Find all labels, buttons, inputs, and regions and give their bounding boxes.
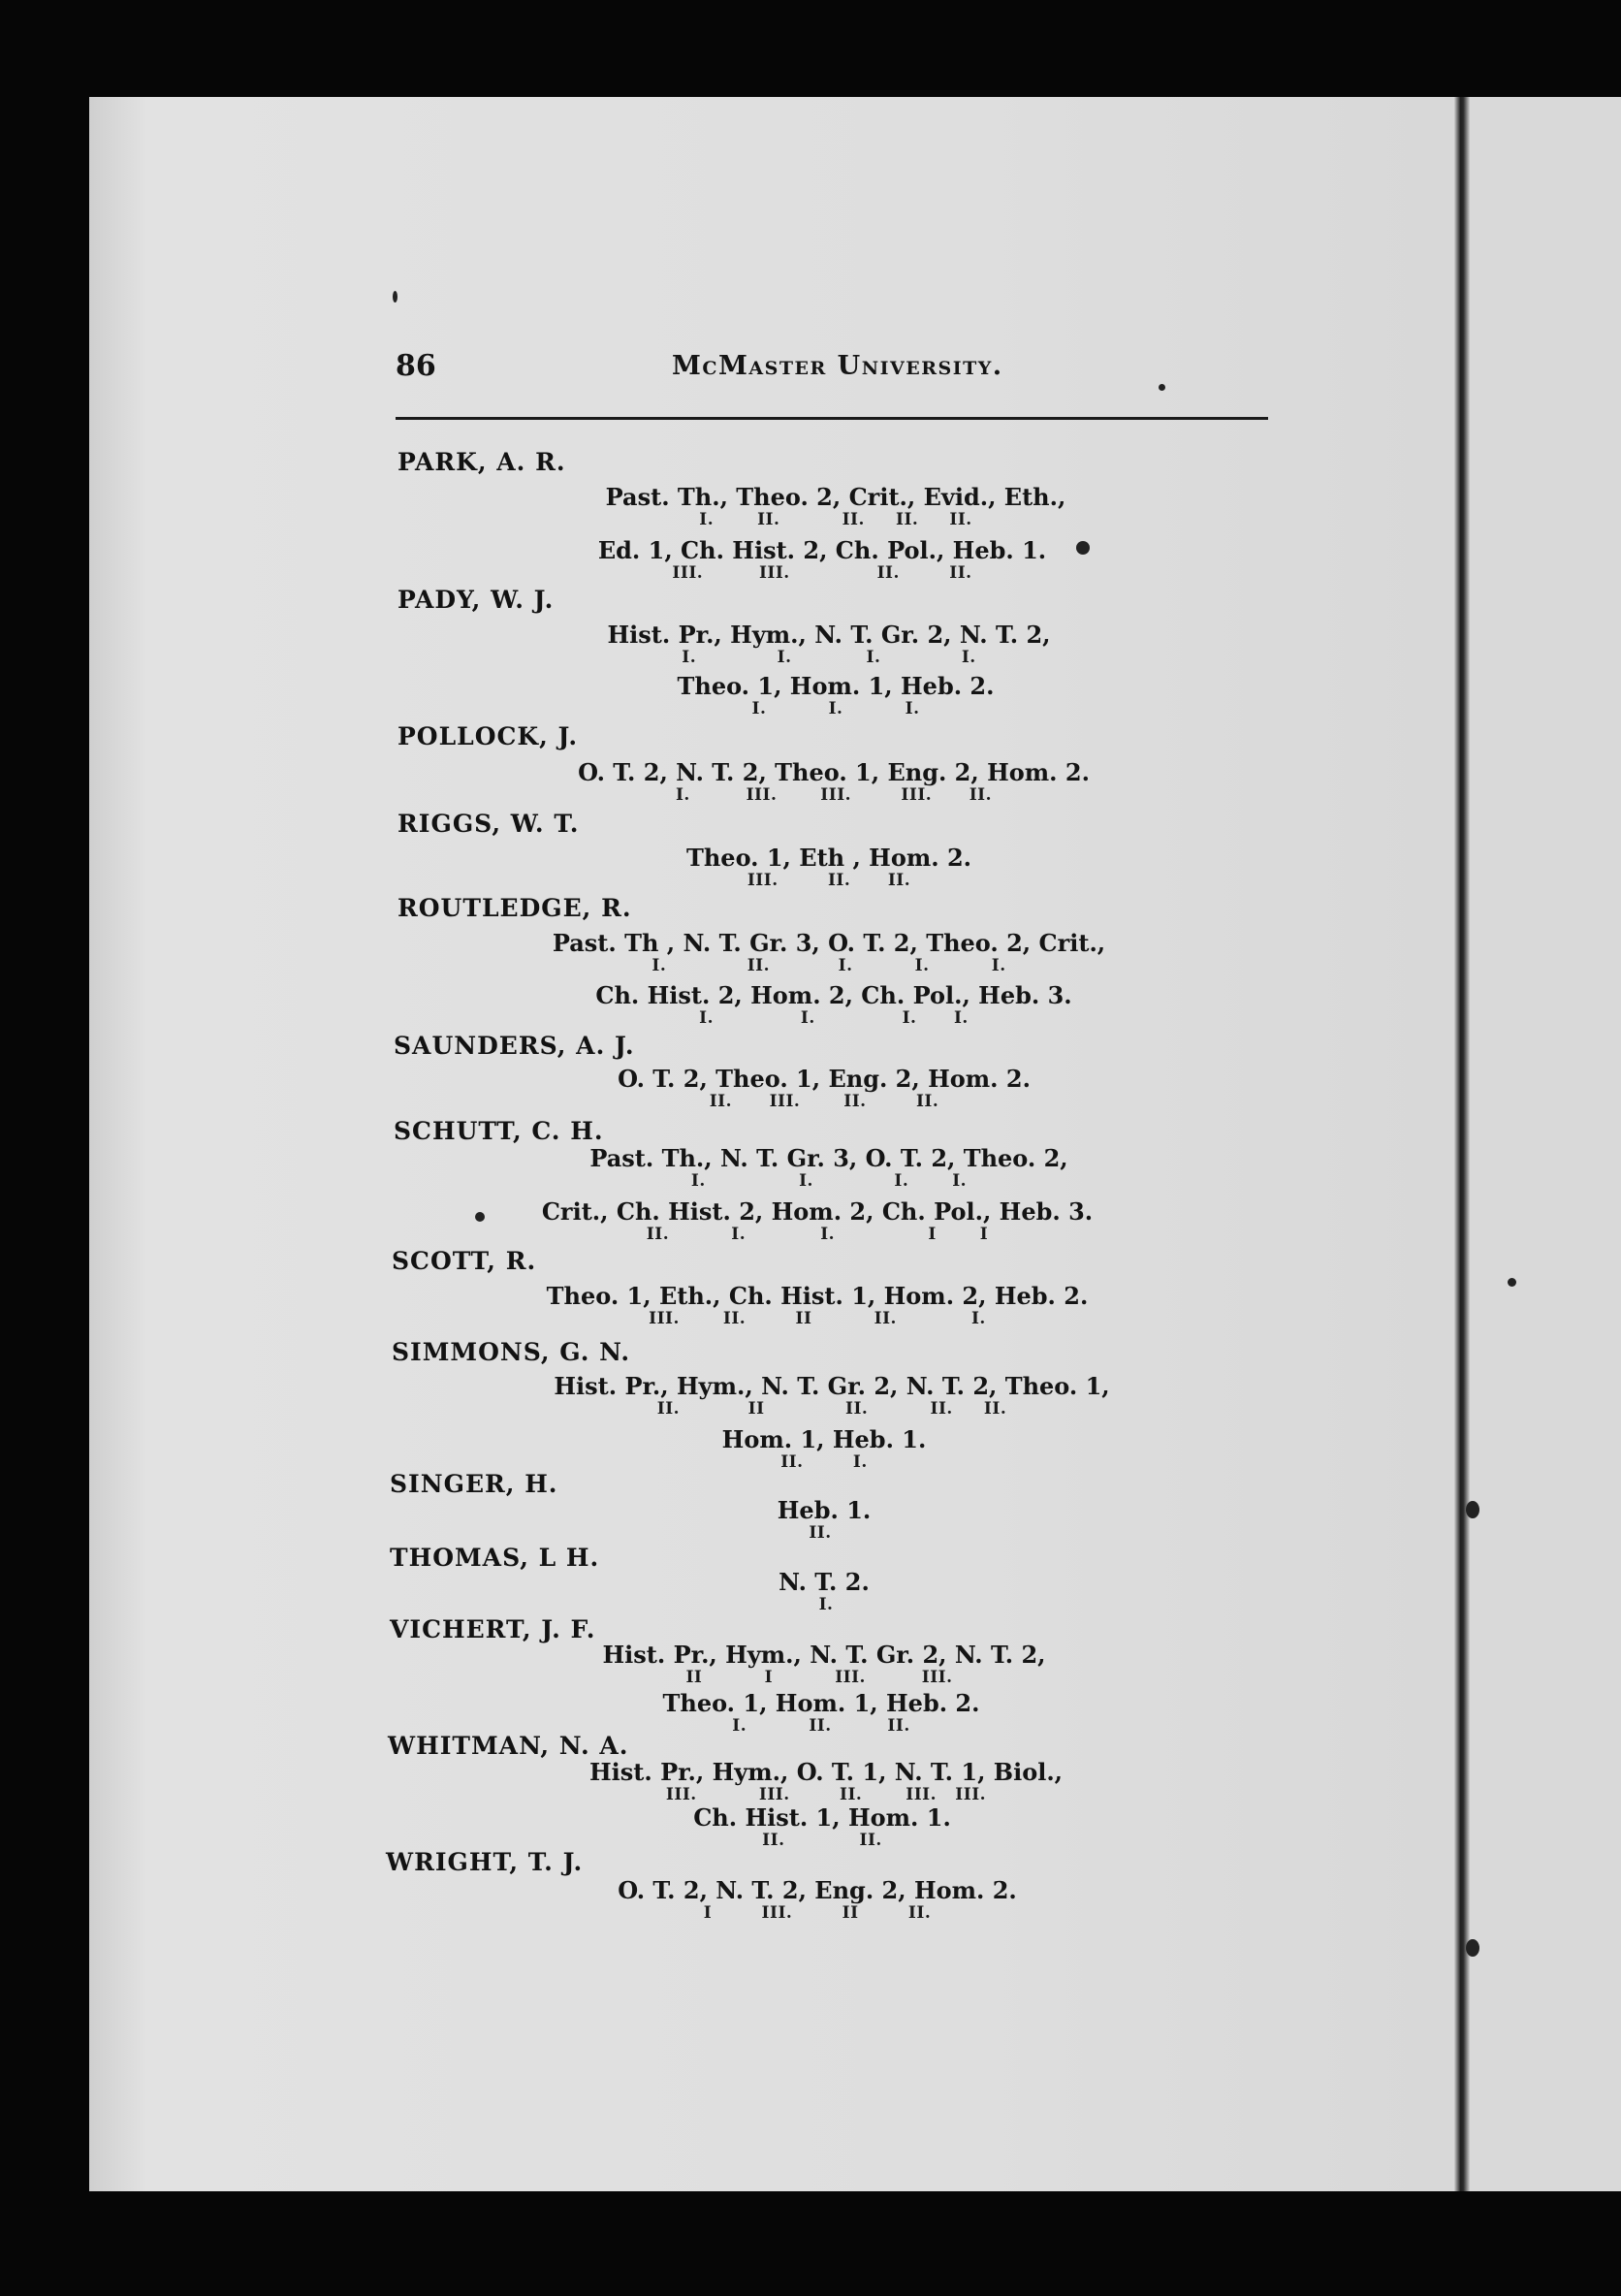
student-name: PARK, A. R. bbox=[397, 448, 566, 476]
student-name: ROUTLEDGE, R. bbox=[397, 894, 632, 922]
facing-page-edge bbox=[1470, 97, 1621, 2191]
grade-line: I. I. I. I. bbox=[682, 648, 976, 667]
ink-speck bbox=[1159, 384, 1165, 391]
student-name: SCHUTT, C. H. bbox=[394, 1117, 604, 1145]
student-name: THOMAS, L H. bbox=[390, 1544, 600, 1572]
grade-line: I. II. I. I. I. bbox=[652, 956, 1006, 975]
course-line: O. T. 2, N. T. 2, Theo. 1, Eng. 2, Hom. 2. bbox=[578, 758, 1090, 786]
course-line: O. T. 2, Theo. 1, Eng. 2, Hom. 2. bbox=[618, 1065, 1031, 1093]
grade-line: III. II. II. bbox=[747, 871, 911, 890]
course-line: Hist. Pr., Hym., N. T. Gr. 2, N. T. 2, bbox=[602, 1641, 1046, 1669]
course-line: Hist. Pr., Hym., O. T. 1, N. T. 1, Biol., bbox=[588, 1758, 1064, 1786]
ink-speck bbox=[1466, 1939, 1479, 1957]
page-number: 86 bbox=[396, 349, 436, 383]
grade-line: I. I. I. I. bbox=[699, 1008, 969, 1028]
course-line: O. T. 2, N. T. 2, Eng. 2, Hom. 2. bbox=[618, 1876, 1017, 1904]
ink-speck bbox=[1076, 541, 1090, 555]
grade-line: I. I. I. I. bbox=[690, 1171, 968, 1191]
course-line: Theo. 1, Eth., Ch. Hist. 1, Hom. 2, Heb. 2. bbox=[546, 1282, 1089, 1310]
course-line: N. T. 2. bbox=[779, 1568, 870, 1596]
grade-line: III. III. II. II. bbox=[672, 563, 972, 583]
student-name: POLLOCK, J. bbox=[397, 722, 579, 750]
course-line: Ed. 1, Ch. Hist. 2, Ch. Pol., Heb. 1. bbox=[597, 536, 1047, 564]
grade-line: III. III. II. III. III. bbox=[665, 1785, 987, 1804]
student-name: SINGER, H. bbox=[390, 1470, 558, 1498]
page-gutter bbox=[1454, 97, 1470, 2191]
page-title: McMaster University. bbox=[672, 351, 1003, 381]
header-rule bbox=[396, 417, 1268, 420]
ink-speck bbox=[1466, 1501, 1479, 1518]
ink-speck bbox=[475, 1212, 485, 1222]
course-line: Past. Th., Theo. 2, Crit., Evid., Eth., bbox=[605, 483, 1066, 511]
grade-line: I. II. II. bbox=[732, 1716, 910, 1736]
course-line: Hist. Pr., Hym., N. T. Gr. 2, N. T. 2, bbox=[607, 621, 1051, 649]
student-name: SAUNDERS, A. J. bbox=[394, 1032, 635, 1060]
grade-line: II. II II. II. II. bbox=[656, 1399, 1007, 1419]
ink-speck bbox=[393, 291, 397, 303]
student-name: SCOTT, R. bbox=[392, 1247, 537, 1275]
grade-line: III. II. II II. I. bbox=[649, 1309, 986, 1328]
course-line: Past. Th., N. T. Gr. 3, O. T. 2, Theo. 2, bbox=[589, 1144, 1068, 1172]
course-line: Ch. Hist. 1, Hom. 1. bbox=[693, 1803, 951, 1832]
student-name: SIMMONS, G. N. bbox=[392, 1338, 631, 1366]
running-head bbox=[396, 349, 1268, 388]
course-line: Past. Th , N. T. Gr. 3, O. T. 2, Theo. 2, Crit., bbox=[552, 929, 1106, 957]
grade-line: II. I. I. I I bbox=[646, 1225, 989, 1244]
course-line: Crit., Ch. Hist. 2, Hom. 2, Ch. Pol., Heb. 3. bbox=[541, 1197, 1094, 1226]
grade-line: II. I. bbox=[780, 1452, 868, 1472]
course-line: Hist. Pr., Hym., N. T. Gr. 2, N. T. 2, Theo. 1, bbox=[554, 1372, 1110, 1400]
grade-line: I III. II II. bbox=[703, 1903, 932, 1923]
course-line: Theo. 1, Eth , Hom. 2. bbox=[685, 844, 972, 872]
course-line: Theo. 1, Hom. 1, Heb. 2. bbox=[677, 672, 995, 700]
grade-line: II. bbox=[809, 1523, 832, 1543]
grade-line: II. II. bbox=[762, 1831, 882, 1850]
grade-line: I. I. I. bbox=[751, 699, 920, 718]
student-name: VICHERT, J. F. bbox=[390, 1615, 596, 1643]
student-name: WHITMAN, N. A. bbox=[388, 1732, 629, 1760]
grade-line: II. III. II. II. bbox=[709, 1092, 939, 1111]
course-line: Theo. 1, Hom. 1, Heb. 2. bbox=[662, 1689, 980, 1717]
grade-line: I. III. III. III. II. bbox=[675, 785, 993, 805]
course-line: Heb. 1. bbox=[777, 1496, 872, 1524]
ink-speck bbox=[1508, 1278, 1516, 1287]
grade-line: I. II. II. II. II. bbox=[699, 510, 972, 529]
grade-line: II I III. III. bbox=[685, 1668, 953, 1687]
grade-line: I. bbox=[818, 1595, 834, 1614]
student-name: RIGGS, W. T. bbox=[397, 810, 580, 838]
student-name: WRIGHT, T. J. bbox=[386, 1848, 584, 1876]
course-line: Ch. Hist. 2, Hom. 2, Ch. Pol., Heb. 3. bbox=[595, 981, 1072, 1009]
course-line: Hom. 1, Heb. 1. bbox=[721, 1425, 927, 1453]
student-name: PADY, W. J. bbox=[397, 586, 555, 614]
